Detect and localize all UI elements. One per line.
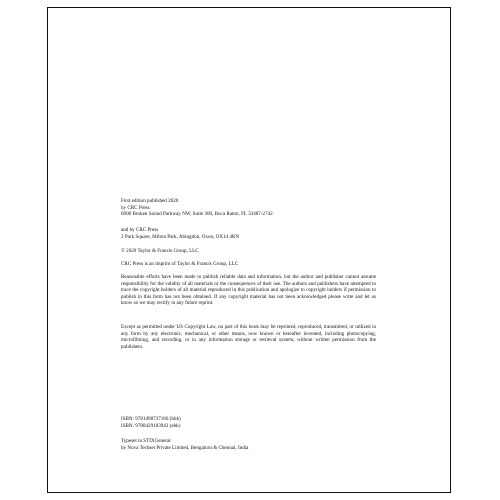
edition-block — [121, 198, 376, 218]
rights-paragraph: Except as permitted under US Copyright Law, no part of this book may be reprinted, reproduced, transmitted, or utilized in any form by any electronic, mechanical, or other means, now known or hereafter invented, including photocopying, microfilming, and recording, or in any information storage or retrieval system, without written permission from the publishers. — [121, 324, 376, 350]
typeset-font: Typeset in STIXGeneral — [121, 438, 171, 444]
typesetter: by Nova Techset Private Limited, Bengaluru & Chennai, India — [121, 444, 249, 451]
publisher-address: 6000 Broken Sound Parkway NW, Suite 300, Boca Raton, FL 33487-2742 — [121, 211, 273, 218]
disclaimer-paragraph: Reasonable efforts have been made to publish reliable data and information, but the author and publisher cannot assume responsibility for the validity of all materials or the consequences of their use. The authors and publishers have attempted to trace the copyright holders of all material reproduced in this publication and apologize to copyright holders if permission to publish in this form has not been obtained. If any copyright material has not been acknowledged please write and let us know so we may rectify in any future reprint. — [121, 274, 376, 307]
imprint-block — [121, 261, 376, 268]
copyright-page-content — [121, 8, 376, 492]
typeset-block — [121, 438, 376, 451]
isbn-hbk: ISBN: 9781498737166 (hbk) — [121, 416, 181, 422]
imprint-notice: CRC Press is an imprint of Taylor & Francis Group, LLC — [121, 261, 239, 267]
copyright-notice: © 2020 Taylor & Francis Group, LLC — [121, 248, 199, 254]
uk-publisher-block — [121, 227, 376, 240]
uk-publisher-address: 2 Park Square, Milton Park, Abingdon, Oxon, OX14 4RN — [121, 233, 240, 240]
isbn-ebk: ISBN: 9780429183942 (ebk) — [121, 422, 181, 429]
isbn-block — [121, 416, 376, 429]
page — [47, 7, 451, 493]
uk-publisher-line: and by CRC Press — [121, 227, 159, 233]
publisher-line: by CRC Press — [121, 204, 150, 211]
edition-line: First edition published 2020 — [121, 198, 179, 204]
copyright-block — [121, 248, 376, 255]
